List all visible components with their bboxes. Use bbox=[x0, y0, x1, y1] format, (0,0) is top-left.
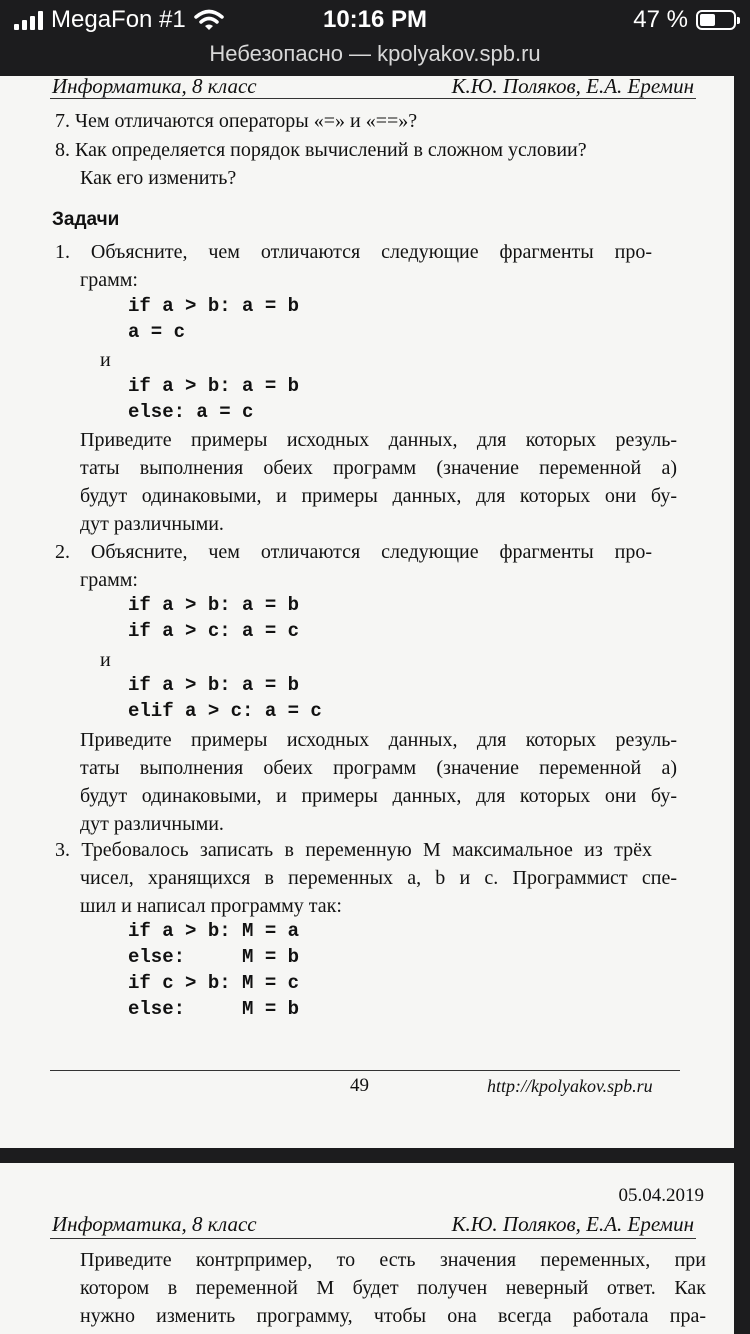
task-1-paragraph-line: таты выполнения обеих программ (значение переменной a) bbox=[80, 457, 677, 479]
running-header-title: Информатика, 8 класс bbox=[52, 76, 257, 98]
task-3-line-3: шил и написал программу так: bbox=[80, 895, 342, 917]
task-2-code-line: if a > c: a = c bbox=[128, 620, 300, 642]
task-1-line-2: грамм: bbox=[80, 269, 138, 291]
task-1-code-line: if a > b: a = b bbox=[128, 295, 300, 317]
question-7: 7. Чем отличаются операторы «=» и «==»? bbox=[55, 110, 418, 132]
task-2-line-2: грамм: bbox=[80, 569, 138, 591]
task-2-line-1: 2. Объясните, чем отличаются следующие фрагменты про- bbox=[55, 541, 652, 563]
question-8-line-1: 8. Как определяется порядок вычислений в сложном условии? bbox=[55, 139, 587, 161]
task-1-paragraph-line: Приведите примеры исходных данных, для которых резуль- bbox=[80, 429, 677, 451]
conjunction-and: и bbox=[100, 649, 111, 671]
carrier-label: MegaFon #1 bbox=[51, 6, 186, 33]
page-2-paragraph-line: нужно изменить программу, чтобы она всегда работала пра- bbox=[80, 1305, 706, 1327]
status-right bbox=[633, 6, 736, 34]
page-number: 49 bbox=[350, 1075, 369, 1096]
task-1-code-line: if a > b: a = b bbox=[128, 375, 300, 397]
task-2-code-line: elif a > c: a = c bbox=[128, 700, 322, 722]
task-2-paragraph-line: таты выполнения обеих программ (значение переменной a) bbox=[80, 757, 677, 779]
conjunction-and: и bbox=[100, 349, 111, 371]
book-page bbox=[0, 76, 734, 1148]
book-page-next bbox=[0, 1163, 734, 1334]
section-title: Задачи bbox=[52, 209, 120, 230]
status-bar bbox=[0, 0, 750, 40]
footer-rule bbox=[50, 1070, 680, 1071]
task-2-paragraph-line: Приведите примеры исходных данных, для которых резуль- bbox=[80, 729, 677, 751]
clock: 10:16 PM bbox=[322, 6, 428, 33]
task-1-paragraph-line: будут одинаковыми, и примеры данных, для которых они бу- bbox=[80, 485, 677, 507]
task-2-code-line: if a > b: a = b bbox=[128, 674, 300, 696]
question-8-line-2: Как его изменить? bbox=[80, 167, 237, 189]
task-3-code-line: else: M = b bbox=[128, 946, 300, 968]
task-1-paragraph-line: дут различными. bbox=[80, 513, 224, 535]
header-rule bbox=[50, 98, 696, 99]
task-2-paragraph-line: будут одинаковыми, и примеры данных, для которых они бу- bbox=[80, 785, 677, 807]
task-3-line-2: чисел, хранящихся в переменных a, b и c. Программист спе- bbox=[80, 867, 677, 889]
task-3-code-line: else: M = b bbox=[128, 998, 300, 1020]
running-header-title: Информатика, 8 класс bbox=[52, 1212, 257, 1236]
task-2-code-line: if a > b: a = b bbox=[128, 594, 300, 616]
running-header-authors: К.Ю. Поляков, Е.А. Еремин bbox=[451, 76, 694, 98]
task-1-code-line: else: a = c bbox=[128, 401, 254, 423]
page-2-paragraph-line: Приведите контрпример, то есть значения переменных, при bbox=[80, 1249, 706, 1271]
battery-percent: 47 % bbox=[633, 6, 688, 33]
task-1-code-line: a = c bbox=[128, 321, 186, 343]
task-3-code-line: if a > b: M = a bbox=[128, 920, 300, 942]
task-3-code-line: if c > b: M = c bbox=[128, 972, 300, 994]
running-header-authors: К.Ю. Поляков, Е.А. Еремин bbox=[451, 1212, 694, 1236]
address-bar[interactable]: Небезопасно — kpolyakov.spb.ru bbox=[209, 41, 541, 66]
header-rule bbox=[50, 1238, 696, 1239]
page-2-paragraph-line: котором в переменной M будет получен неверный ответ. Как bbox=[80, 1277, 706, 1299]
task-1-line-1: 1. Объясните, чем отличаются следующие фрагменты про- bbox=[55, 241, 652, 263]
page-date: 05.04.2019 bbox=[618, 1185, 704, 1206]
task-3-line-1: 3. Требовалось записать в переменную M максимальное из трёх bbox=[55, 839, 652, 861]
task-2-paragraph-line: дут различными. bbox=[80, 813, 224, 835]
footer-url[interactable]: http://kpolyakov.spb.ru bbox=[487, 1076, 653, 1096]
battery-icon bbox=[696, 10, 736, 30]
